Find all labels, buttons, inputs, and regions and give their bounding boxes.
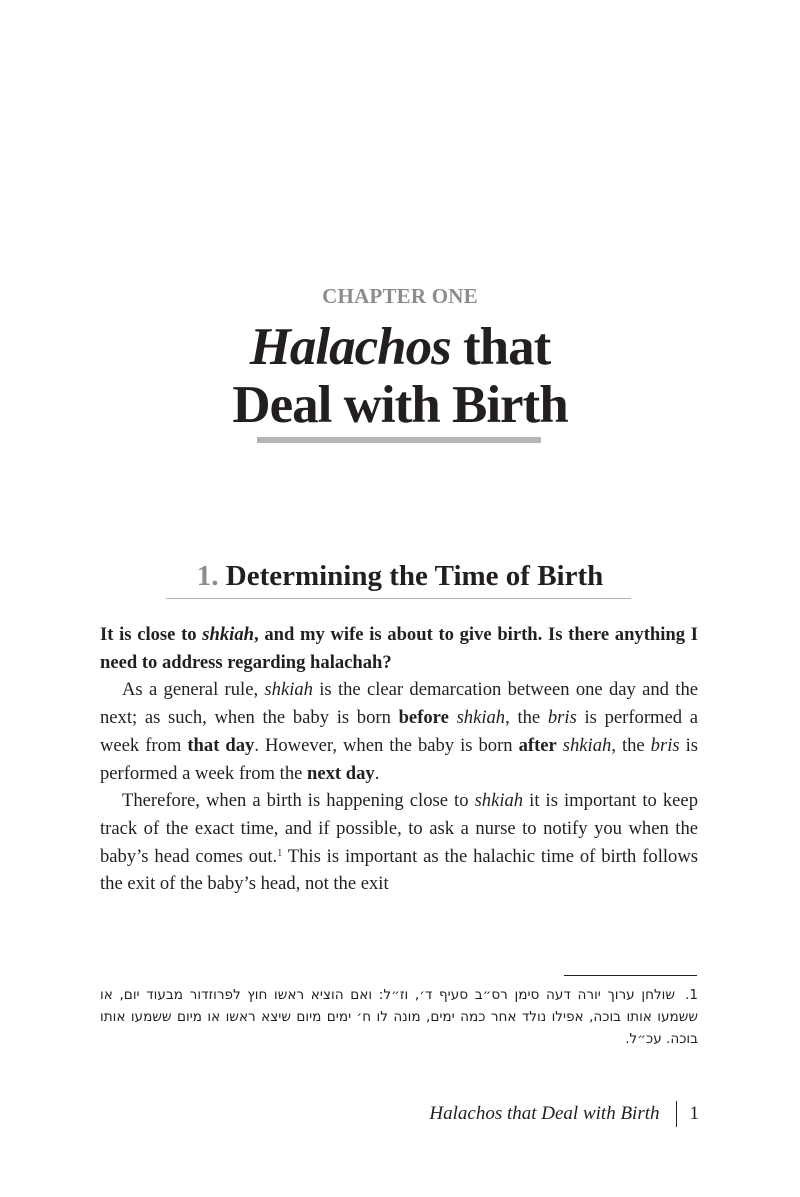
section-underline	[166, 598, 631, 599]
text-run: shkiah	[202, 624, 254, 645]
footer-divider	[676, 1101, 677, 1127]
chapter-title	[0, 318, 800, 434]
footnote-separator	[564, 975, 697, 976]
text-run: bris	[650, 734, 680, 756]
text-run	[449, 707, 457, 728]
chapter-title-italic: Halachos	[249, 318, 451, 376]
footnote-reference[interactable]: 1	[277, 847, 283, 859]
section-title: Determining the Time of Birth	[225, 560, 604, 592]
text-run: shkiah	[456, 707, 506, 729]
text-run: bris	[547, 707, 577, 729]
question-paragraph	[100, 621, 698, 676]
text-run: shkiah	[562, 734, 612, 756]
text-run: , the	[505, 707, 548, 729]
text-run: shkiah	[264, 679, 313, 701]
text-run: shkiah	[474, 790, 524, 812]
text-run: .	[374, 762, 380, 784]
text-run: is performed a week from the	[100, 734, 699, 784]
answer-paragraph-2	[100, 787, 698, 898]
text-run: This is important as the halachic time of birth follows the exit of the baby’s head, not the exit	[100, 845, 699, 895]
running-title: Halachos that Deal with Birth	[429, 1103, 660, 1124]
section-heading	[0, 560, 800, 593]
text-run: , and my wife is about to give birth. Is there anything I need to address regarding halachah?	[100, 624, 698, 673]
text-run: before	[398, 707, 449, 729]
footnote-text: שולחן ערוך יורה דעה סימן רס״ב סעיף ד׳, וז״ל: ואם הוציא ראשו חוץ לפרוזדור מבעוד יום, או ששמעו אותו בוכה, אפילו נולד אחר כמה ימים, מונה לו ח׳ ימים מיום שיצא ראשו או מיום ששמעו אותו בוכה. עכ״ל.	[100, 987, 698, 1047]
text-run: it is important to keep track of the exact time, and if possible, to ask a nurse to notify you when the baby’s head comes out.	[100, 790, 698, 867]
running-footer	[429, 1101, 699, 1127]
text-run: . However, when the baby is born	[254, 734, 519, 756]
chapter-title-line2: Deal with Birth	[232, 376, 568, 434]
text-run: next day	[307, 762, 375, 784]
text-run: It is close to	[100, 624, 203, 645]
section-number: 1.	[196, 560, 219, 592]
text-run: , the	[611, 734, 651, 756]
chapter-label: CHAPTER ONE	[322, 284, 478, 308]
text-run: Therefore, when a birth is happening close to	[122, 790, 475, 812]
page-number: 1	[689, 1103, 699, 1124]
footnote	[100, 984, 698, 1050]
text-run: As a general rule,	[122, 679, 265, 701]
body-text	[100, 621, 698, 898]
text-run: is the clear demarcation between one day and the next; as such, when the baby is born	[100, 679, 698, 729]
text-run: after	[518, 734, 557, 756]
footnote-number: 1.	[685, 987, 698, 1003]
text-run: is performed a week from	[100, 707, 698, 756]
chapter-title-rest: that	[450, 318, 551, 376]
chapter-title-underline	[257, 437, 541, 443]
answer-paragraph-1	[100, 676, 698, 787]
text-run: that day	[187, 734, 255, 756]
